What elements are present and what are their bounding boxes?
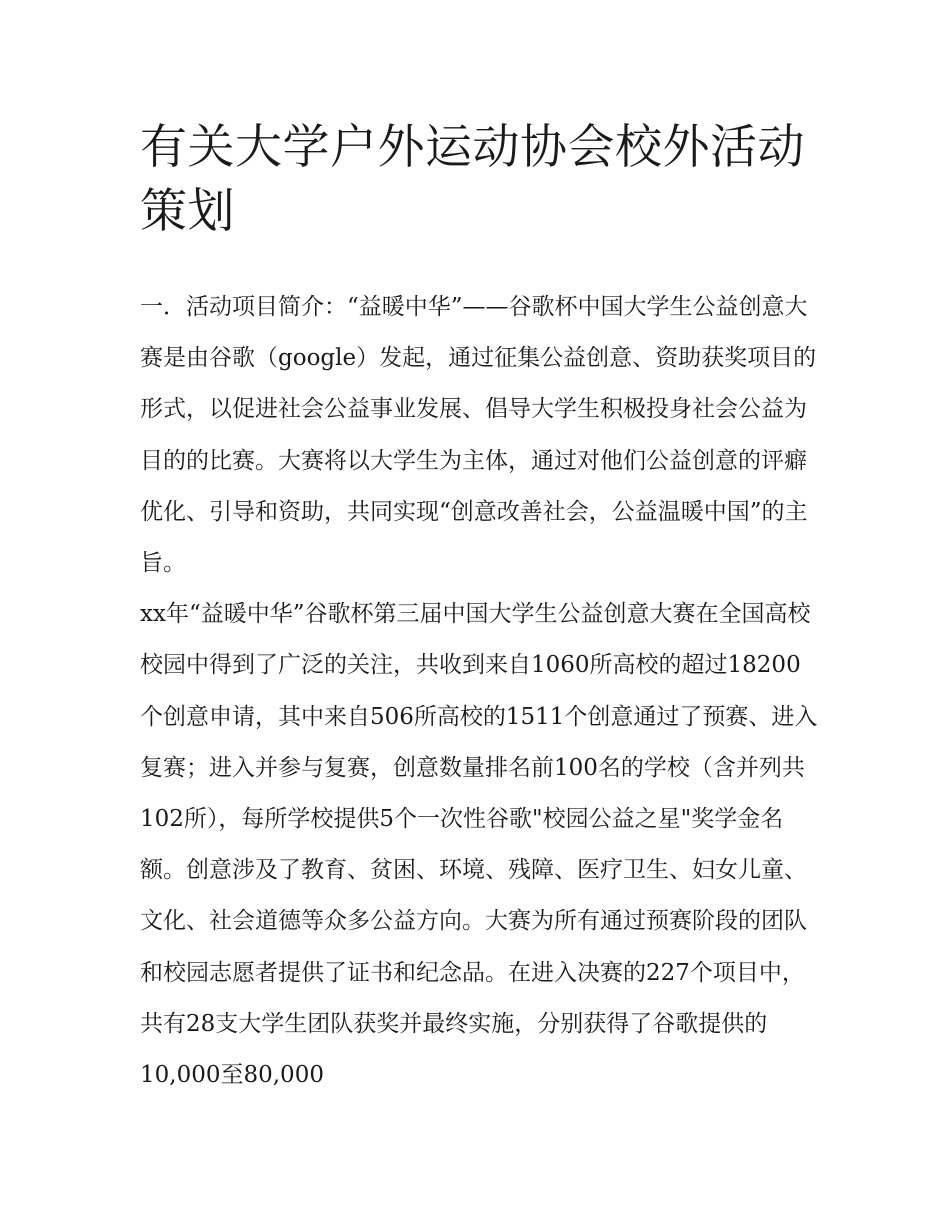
document-title: 有关大学户外运动协会校外活动策划: [140, 120, 805, 239]
paragraph-competition-results: xx年“益暖中华”谷歌杯第三届中国大学生公益创意大赛在全国高校校园中得到了广泛的关注，共收到来自1060所高校的超过18200个创意申请，其中来自506所高校的1511个创意通过了预赛、进入复赛；进入并参与复赛，创意数量排名前100名的学校（含并列共102所），每所学校提供5个一次性谷歌"校园公益之星"奖学金名额。创意涉及了教育、贫困、环境、残障、医疗卫生、妇女儿童、文化、社会道德等众多公益方向。大赛为所有通过预赛阶段的团队和校园志愿者提供了证书和纪念品。在进入决赛的227个项目中，共有28支大学生团队获奖并最终实施，分别获得了谷歌提供的10,000至80,000: [140, 601, 818, 1089]
paragraph-intro: 一．活动项目简介：“益暖中华”——谷歌杯中国大学生公益创意大赛是由谷歌（google）发起，通过征集公益创意、资助获奖项目的形式，以促进社会公益事业发展、倡导大学生积极投身社会公益为目的的比赛。大赛将以大学生为主体，通过对他们公益创意的评癖优化、引导和资助，共同实现“创意改善社会，公益温暖中国”的主旨。: [140, 294, 817, 577]
document-body: [140, 282, 820, 1101]
